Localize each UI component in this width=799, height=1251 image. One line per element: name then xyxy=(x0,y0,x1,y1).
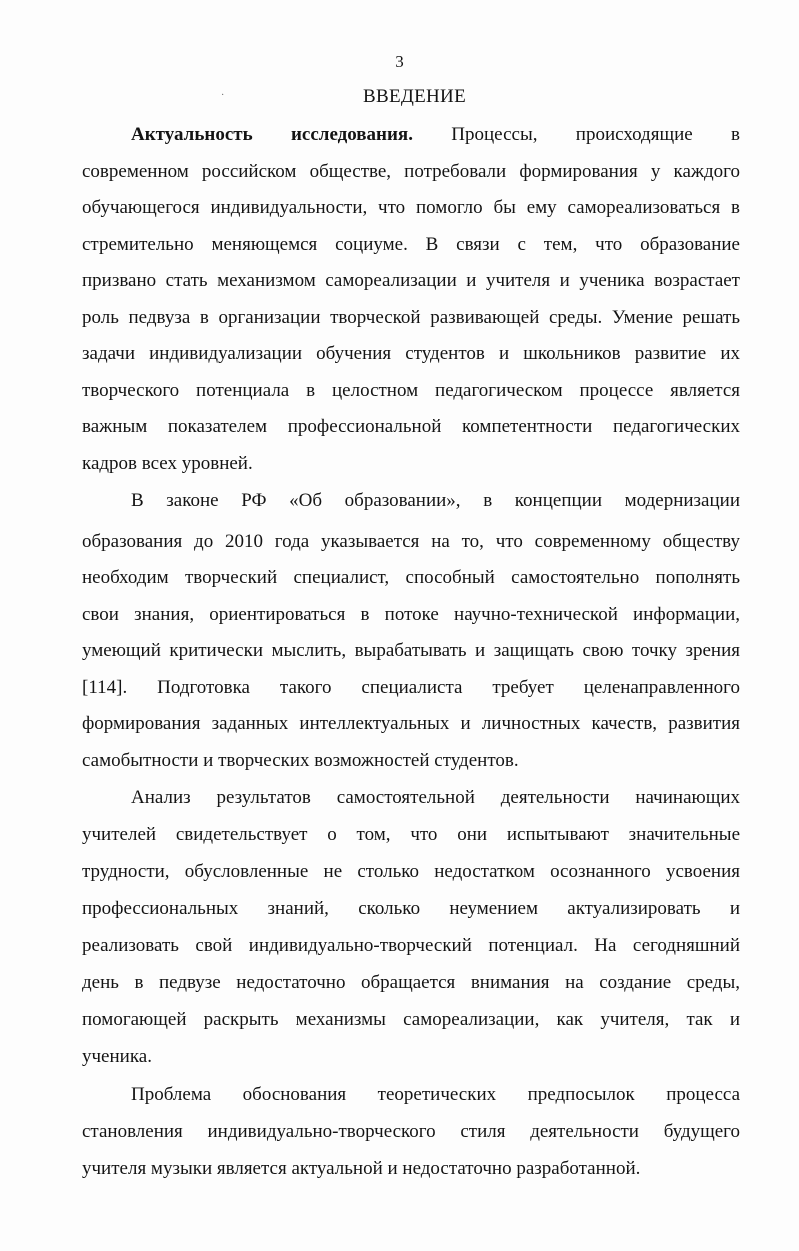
line-text: Процессы, происходящие в xyxy=(451,124,740,145)
paragraph-line: образования до 2010 года указывается на то, что современному обществу xyxy=(82,531,740,552)
paragraph-line: обучающегося индивидуальности, что помогло бы ему самореализоваться в xyxy=(82,197,740,218)
paragraph-line: задачи индивидуализации обучения студентов и школьников развитие их xyxy=(82,343,740,364)
paragraph-line: становления индивидуально-творческого стиля деятельности будущего xyxy=(82,1121,740,1142)
paragraph-line: самобытности и творческих возможностей студентов. xyxy=(82,750,519,771)
paragraph-line: умеющий критически мыслить, вырабатывать и защищать свою точку зрения xyxy=(82,640,740,661)
paragraph-line: роль педвуза в организации творческой развивающей среды. Умение решать xyxy=(82,307,740,328)
paragraph-line: день в педвузе недостаточно обращается внимания на создание среды, xyxy=(82,972,740,993)
paragraph-line: трудности, обусловленные не столько недостатком осознанного усвоения xyxy=(82,861,740,882)
paragraph-line: современном российском обществе, потребовали формирования у каждого xyxy=(82,161,740,182)
paragraph-line: творческого потенциала в целостном педагогическом процессе является xyxy=(82,380,740,401)
paragraph-line: формирования заданных интеллектуальных и личностных качеств, развития xyxy=(82,713,740,734)
scan-speck: · xyxy=(221,90,225,101)
paragraph-line: необходим творческий специалист, способный самостоятельно пополнять xyxy=(82,567,740,588)
paragraph-line: Анализ результатов самостоятельной деятельности начинающих xyxy=(131,787,740,808)
paragraph-line: [114]. Подготовка такого специалиста требует целенаправленного xyxy=(82,677,740,698)
paragraph-line: учителя музыки является актуальной и недостаточно разработанной. xyxy=(82,1158,641,1179)
paragraph-line: свои знания, ориентироваться в потоке научно-технической информации, xyxy=(82,604,740,625)
paragraph-line xyxy=(131,123,740,147)
paragraph-line: профессиональных знаний, сколько неумением актуализировать и xyxy=(82,898,740,919)
page-number: 3 xyxy=(395,52,404,71)
paragraph-line: кадров всех уровней. xyxy=(82,453,253,474)
lead-bold-text: Актуальность исследования. xyxy=(131,124,413,145)
paragraph-line: Проблема обоснования теоретических предпосылок процесса xyxy=(131,1084,740,1105)
paragraph-line: В законе РФ «Об образовании», в концепции модернизации xyxy=(131,490,740,511)
paragraph-line: помогающей раскрыть механизмы самореализации, как учителя, так и xyxy=(82,1009,740,1030)
section-heading: ВВЕДЕНИЕ xyxy=(363,86,466,107)
paragraph-line: стремительно меняющемся социуме. В связи с тем, что образование xyxy=(82,234,740,255)
paragraph-line: реализовать свой индивидуально-творческий потенциал. На сегодняшний xyxy=(82,935,740,956)
paragraph-line: учителей свидетельствует о том, что они испытывают значительные xyxy=(82,824,740,845)
paragraph-line: важным показателем профессиональной компетентности педагогических xyxy=(82,416,740,437)
paragraph-line: ученика. xyxy=(82,1046,152,1067)
paragraph-line: призвано стать механизмом самореализации и учителя и ученика возрастает xyxy=(82,270,740,291)
